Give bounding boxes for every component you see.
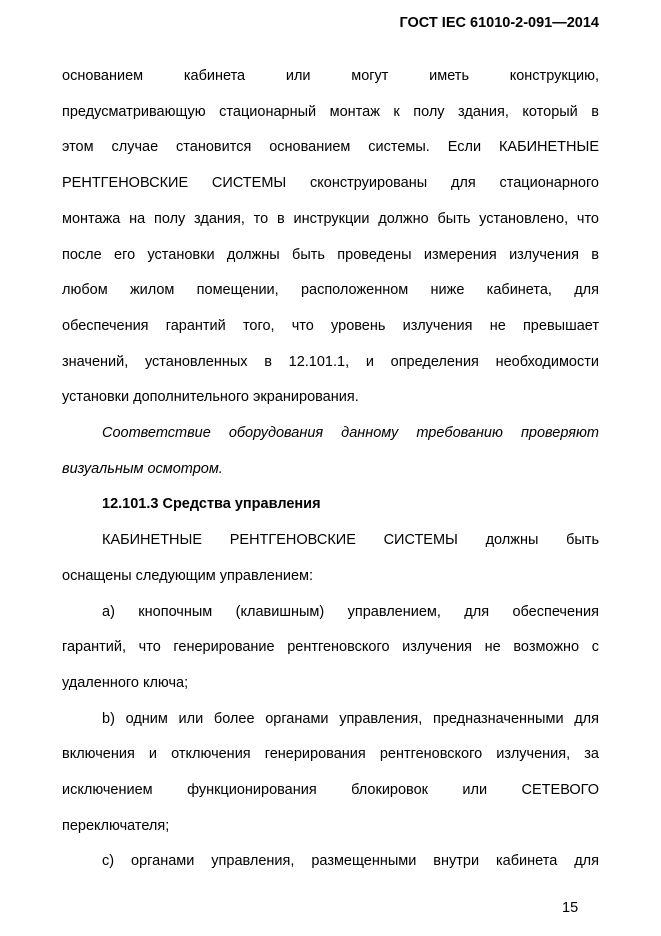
text-line: обеспечения гарантий того, что уровень излучения не превышает	[62, 317, 599, 334]
text-line: b) одним или более органами управления, предназначенными для	[102, 710, 599, 727]
text-line: любом жилом помещении, расположенном ниже кабинета, для	[62, 282, 599, 299]
text-line: этом случае становится основанием системы. Если КАБИНЕТНЫЕ	[62, 139, 599, 156]
text-line: включения и отключения генерирования рентгеновского излучения, за	[62, 746, 599, 763]
paragraph-controls-intro	[62, 523, 599, 594]
text-line: а) кнопочным (клавишным) управлением, для обеспечения	[102, 603, 599, 620]
text-line: после его установки должны быть проведены измерения излучения в	[62, 246, 599, 263]
text-line: монтажа на полу здания, то в инструкции должно быть установлено, что	[62, 210, 599, 227]
document-body	[62, 59, 599, 880]
text-line: КАБИНЕТНЫЕ РЕНТГЕНОВСКИЕ СИСТЕМЫ должны быть	[102, 532, 599, 549]
text-line: переключателя;	[62, 817, 170, 834]
list-item-b	[62, 702, 599, 845]
text-line: оснащены следующим управлением:	[62, 567, 314, 584]
text-line: удаленного ключа;	[62, 674, 189, 691]
paragraph-cabinet-mounting	[62, 59, 599, 416]
text-line: предусматривающую стационарный монтаж к полу здания, который в	[62, 103, 599, 120]
text-line: РЕНТГЕНОВСКИЕ СИСТЕМЫ сконструированы для стационарного	[62, 175, 599, 192]
section-heading-controls	[62, 487, 599, 523]
page-number: 15	[562, 900, 579, 916]
text-line: c) органами управления, размещенными внутри кабинета для	[102, 853, 599, 870]
text-line: исключением функционирования блокировок или СЕТЕВОГО	[62, 782, 599, 799]
paragraph-compliance-check	[62, 416, 599, 487]
list-item-c	[62, 844, 599, 880]
text-line: основанием кабинета или могут иметь конструкцию,	[62, 68, 599, 84]
section-heading: 12.101.3 Средства управления	[102, 496, 321, 513]
text-line: Соответствие оборудования данному требованию проверяют	[102, 425, 599, 442]
standard-header: ГОСТ IEC 61010-2-091—2014	[399, 15, 599, 31]
list-item-a	[62, 595, 599, 702]
text-line: установки дополнительного экранирования.	[62, 389, 359, 406]
text-line: значений, установленных в 12.101.1, и определения необходимости	[62, 353, 599, 370]
text-line: визуальным осмотром.	[62, 460, 223, 477]
text-line: гарантий, что генерирование рентгеновского излучения не возможно с	[62, 639, 599, 656]
